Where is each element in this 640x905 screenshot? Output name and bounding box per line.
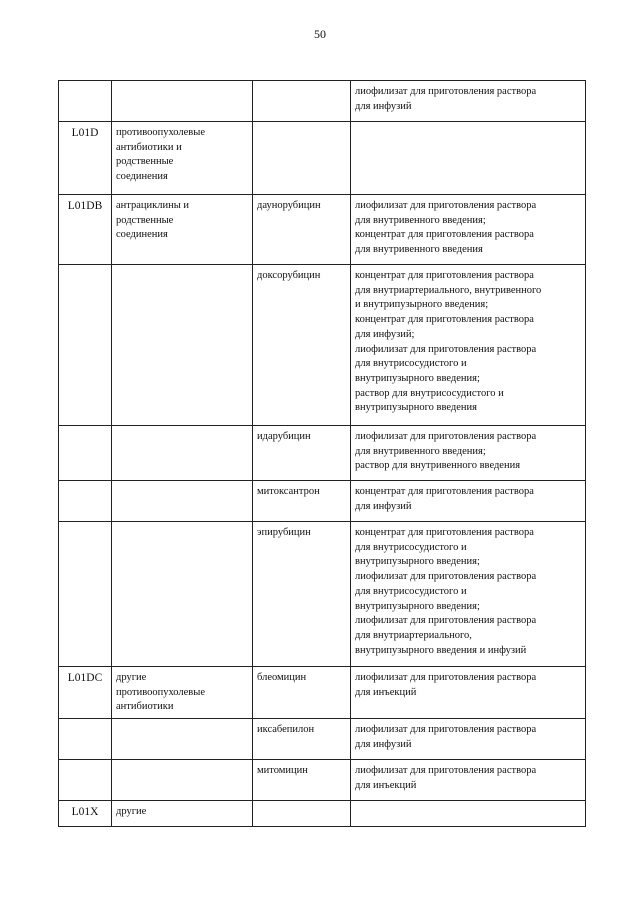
atc-code-cell bbox=[59, 426, 112, 481]
dosage-form-line: для внутрисосудистого и bbox=[355, 541, 467, 553]
table-row bbox=[59, 760, 586, 801]
dosage-form-line: и внутрипузырного введения; bbox=[355, 299, 489, 311]
table-row bbox=[59, 719, 586, 760]
group-line: противоопухолевые bbox=[116, 686, 205, 698]
atc-code-cell bbox=[59, 719, 112, 760]
dosage-form-line: лиофилизат для приготовления раствора bbox=[355, 343, 537, 355]
dosage-form-line: лиофилизат для приготовления раствора bbox=[355, 571, 537, 583]
drug-name-cell: митомицин bbox=[253, 760, 351, 801]
drug-table bbox=[58, 80, 586, 827]
group-line: родственные bbox=[116, 156, 174, 168]
dosage-form-cell bbox=[351, 195, 586, 265]
group-cell bbox=[112, 122, 253, 195]
table-row bbox=[59, 195, 586, 265]
table-body bbox=[59, 81, 586, 827]
group-line: антрациклины и bbox=[116, 200, 190, 211]
drug-name-cell: эпирубицин bbox=[253, 522, 351, 667]
table-row bbox=[59, 122, 586, 195]
dosage-form-cell bbox=[351, 481, 586, 522]
atc-code-cell: L01DC bbox=[59, 667, 112, 719]
table-row bbox=[59, 481, 586, 522]
dosage-form-cell bbox=[351, 760, 586, 801]
table-row bbox=[59, 801, 586, 827]
group-line: родственные bbox=[116, 214, 174, 226]
group-cell bbox=[112, 667, 253, 719]
group-line: противоопухолевые bbox=[116, 127, 205, 138]
drug-name-cell: блеомицин bbox=[253, 667, 351, 719]
drug-name-cell: идарубицин bbox=[253, 426, 351, 481]
dosage-form-line: для внутриартериального, внутривенного bbox=[355, 284, 542, 296]
dosage-form-line: концентрат для приготовления раствора bbox=[355, 486, 534, 497]
atc-code-cell bbox=[59, 481, 112, 522]
dosage-form-line: для внутривенного введения; bbox=[355, 445, 486, 457]
page-number: 50 bbox=[314, 27, 326, 41]
drug-name-cell: даунорубицин bbox=[253, 195, 351, 265]
atc-code-cell bbox=[59, 522, 112, 667]
group-cell bbox=[112, 801, 253, 827]
dosage-form-cell bbox=[351, 719, 586, 760]
atc-code-cell: L01D bbox=[59, 122, 112, 195]
drug-name-cell bbox=[253, 801, 351, 827]
group-cell bbox=[112, 265, 253, 426]
atc-code-cell bbox=[59, 81, 112, 122]
dosage-form-line: для внутривенного введения; bbox=[355, 214, 486, 226]
group-line: другие bbox=[116, 672, 147, 683]
dosage-form-line: внутрипузырного введения; bbox=[355, 600, 480, 612]
dosage-form-line: лиофилизат для приготовления раствора bbox=[355, 431, 537, 442]
dosage-form-line: для инъекций bbox=[355, 686, 417, 698]
dosage-form-line: лиофилизат для приготовления раствора bbox=[355, 765, 537, 777]
dosage-form-line: лиофилизат для приготовления раствора bbox=[355, 200, 537, 211]
dosage-form-line: концентрат для приготовления раствора bbox=[355, 270, 534, 281]
table-row bbox=[59, 81, 586, 122]
group-line: другие bbox=[116, 806, 147, 818]
group-line: соединения bbox=[116, 229, 168, 241]
dosage-form-line: лиофилизат для приготовления раствора bbox=[355, 86, 537, 97]
drug-name-cell bbox=[253, 122, 351, 195]
group-cell bbox=[112, 81, 253, 122]
dosage-form-line: раствор для внутрисосудистого и bbox=[355, 387, 504, 399]
dosage-form-line: для внутрисосудистого и bbox=[355, 585, 467, 597]
dosage-form-line: для внутриартериального, bbox=[355, 629, 472, 641]
dosage-form-line: для инфузий bbox=[355, 738, 412, 750]
group-line: соединения bbox=[116, 171, 168, 183]
dosage-form-line: для инъекций bbox=[355, 779, 417, 791]
dosage-form-line: концентрат для приготовления раствора bbox=[355, 229, 534, 241]
dosage-form-cell bbox=[351, 426, 586, 481]
dosage-form-cell bbox=[351, 667, 586, 719]
dosage-form-line: для инфузий bbox=[355, 100, 412, 112]
table-row bbox=[59, 522, 586, 667]
dosage-form-line: для внутривенного введения bbox=[355, 244, 483, 256]
group-cell bbox=[112, 481, 253, 522]
dosage-form-cell bbox=[351, 265, 586, 426]
group-cell bbox=[112, 719, 253, 760]
dosage-form-line: лиофилизат для приготовления раствора bbox=[355, 672, 537, 683]
drug-name-cell: митоксантрон bbox=[253, 481, 351, 522]
table-row bbox=[59, 265, 586, 426]
atc-code-cell bbox=[59, 265, 112, 426]
dosage-form-line: для инфузий bbox=[355, 500, 412, 512]
group-cell bbox=[112, 426, 253, 481]
dosage-form-line: раствор для внутривенного введения bbox=[355, 460, 521, 472]
group-line: антибиотики bbox=[116, 701, 174, 713]
dosage-form-cell bbox=[351, 801, 586, 827]
table-row bbox=[59, 667, 586, 719]
table-row bbox=[59, 426, 586, 481]
group-cell bbox=[112, 195, 253, 265]
dosage-form-line: для инфузий; bbox=[355, 328, 415, 340]
atc-code-cell bbox=[59, 760, 112, 801]
dosage-form-line: лиофилизат для приготовления раствора bbox=[355, 615, 537, 627]
drug-name-cell: иксабепилон bbox=[253, 719, 351, 760]
dosage-form-line: внутрипузырного введения; bbox=[355, 556, 480, 568]
dosage-form-line: концентрат для приготовления раствора bbox=[355, 314, 534, 326]
drug-name-cell: доксорубицин bbox=[253, 265, 351, 426]
dosage-form-line: лиофилизат для приготовления раствора bbox=[355, 724, 537, 736]
dosage-form-line: внутрипузырного введения bbox=[355, 402, 477, 414]
group-cell bbox=[112, 522, 253, 667]
dosage-form-line: внутрипузырного введения; bbox=[355, 372, 480, 384]
group-line: антибиотики и bbox=[116, 141, 182, 153]
dosage-form-line: для внутрисосудистого и bbox=[355, 358, 467, 370]
group-cell bbox=[112, 760, 253, 801]
atc-code-cell: L01X bbox=[59, 801, 112, 827]
drug-name-cell bbox=[253, 81, 351, 122]
atc-code-cell: L01DB bbox=[59, 195, 112, 265]
dosage-form-cell bbox=[351, 522, 586, 667]
dosage-form-cell bbox=[351, 122, 586, 195]
dosage-form-line: внутрипузырного введения и инфузий bbox=[355, 644, 527, 656]
dosage-form-line: концентрат для приготовления раствора bbox=[355, 527, 534, 538]
dosage-form-cell bbox=[351, 81, 586, 122]
